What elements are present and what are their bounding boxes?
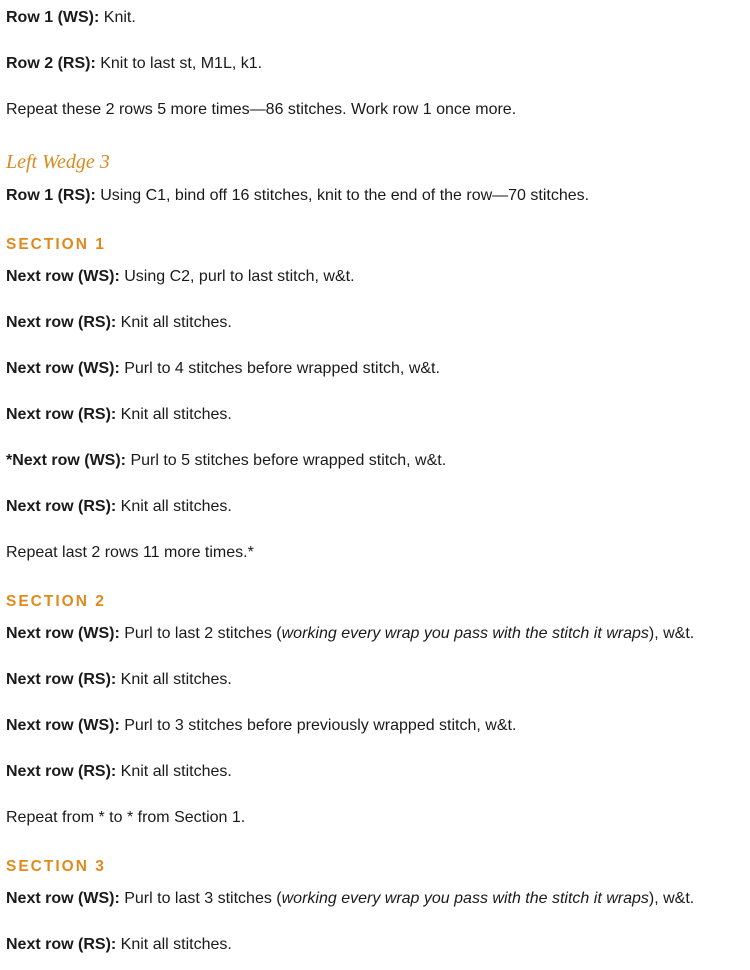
row-label: Next row (RS): — [6, 314, 117, 331]
row-label: Next row (RS): — [6, 763, 117, 780]
section-heading: SECTION 3 — [6, 858, 106, 875]
row-text: Knit all stitches. — [116, 936, 232, 953]
row-text-end: ), w&t. — [648, 625, 695, 642]
row-label: Next row (RS): — [6, 936, 117, 953]
instruction-line — [6, 186, 589, 206]
row-label: Row 2 (RS): — [6, 55, 96, 72]
instruction-line — [6, 54, 262, 74]
instruction-line — [6, 808, 245, 828]
row-label: Row 1 (WS): — [6, 9, 100, 26]
row-label: Next row (WS): — [6, 890, 120, 907]
row-label: Next row (RS): — [6, 498, 117, 515]
instruction-line — [6, 8, 136, 28]
section-heading: SECTION 1 — [6, 236, 106, 253]
row-text: Repeat last 2 rows 11 more times.* — [6, 544, 254, 561]
row-label: Next row (WS): — [6, 625, 120, 642]
row-label: Row 1 (RS): — [6, 187, 96, 204]
instruction-line — [6, 624, 694, 644]
instruction-line — [6, 100, 516, 120]
row-label: Next row (WS): — [6, 717, 120, 734]
row-text: Using C2, purl to last stitch, w&t. — [119, 268, 355, 285]
wedge-subheading: Left Wedge 3 — [6, 151, 110, 173]
row-label: *Next row (WS): — [6, 452, 126, 469]
instruction-line — [6, 313, 232, 333]
instruction-line — [6, 716, 516, 736]
row-text: Knit all stitches. — [116, 314, 232, 331]
row-text: Purl to 5 stitches before wrapped stitch, w&t. — [126, 452, 447, 469]
row-text: Repeat from * to * from Section 1. — [6, 809, 246, 826]
row-italic-note: working every wrap you pass with the stitch it wraps — [281, 890, 649, 907]
row-text: Using C1, bind off 16 stitches, knit to the end of the row—70 stitches. — [95, 187, 590, 204]
row-text: Knit all stitches. — [116, 498, 232, 515]
instruction-line — [6, 543, 254, 563]
instruction-line — [6, 935, 232, 955]
row-text: Repeat these 2 rows 5 more times—86 stitches. Work row 1 once more. — [6, 101, 517, 118]
row-text: Knit all stitches. — [116, 671, 232, 688]
row-label: Next row (WS): — [6, 268, 120, 285]
row-text-end: ), w&t. — [648, 890, 695, 907]
row-text: Purl to last 2 stitches ( — [119, 625, 282, 642]
instruction-line — [6, 451, 446, 471]
instruction-line — [6, 670, 232, 690]
row-label: Next row (RS): — [6, 671, 117, 688]
row-text: Knit. — [99, 9, 136, 26]
row-label: Next row (WS): — [6, 360, 120, 377]
row-label: Next row (RS): — [6, 406, 117, 423]
instruction-line — [6, 497, 232, 517]
instruction-line — [6, 405, 232, 425]
row-text: Knit to last st, M1L, k1. — [95, 55, 263, 72]
instruction-line — [6, 267, 355, 287]
section-heading: SECTION 2 — [6, 593, 106, 610]
instruction-line — [6, 889, 694, 909]
row-text: Knit all stitches. — [116, 406, 232, 423]
row-text: Purl to 3 stitches before previously wrapped stitch, w&t. — [119, 717, 517, 734]
instruction-line — [6, 762, 232, 782]
row-text: Knit all stitches. — [116, 763, 232, 780]
row-text: Purl to 4 stitches before wrapped stitch, w&t. — [119, 360, 440, 377]
row-italic-note: working every wrap you pass with the stitch it wraps — [281, 625, 649, 642]
instruction-line — [6, 359, 440, 379]
row-text: Purl to last 3 stitches ( — [119, 890, 282, 907]
